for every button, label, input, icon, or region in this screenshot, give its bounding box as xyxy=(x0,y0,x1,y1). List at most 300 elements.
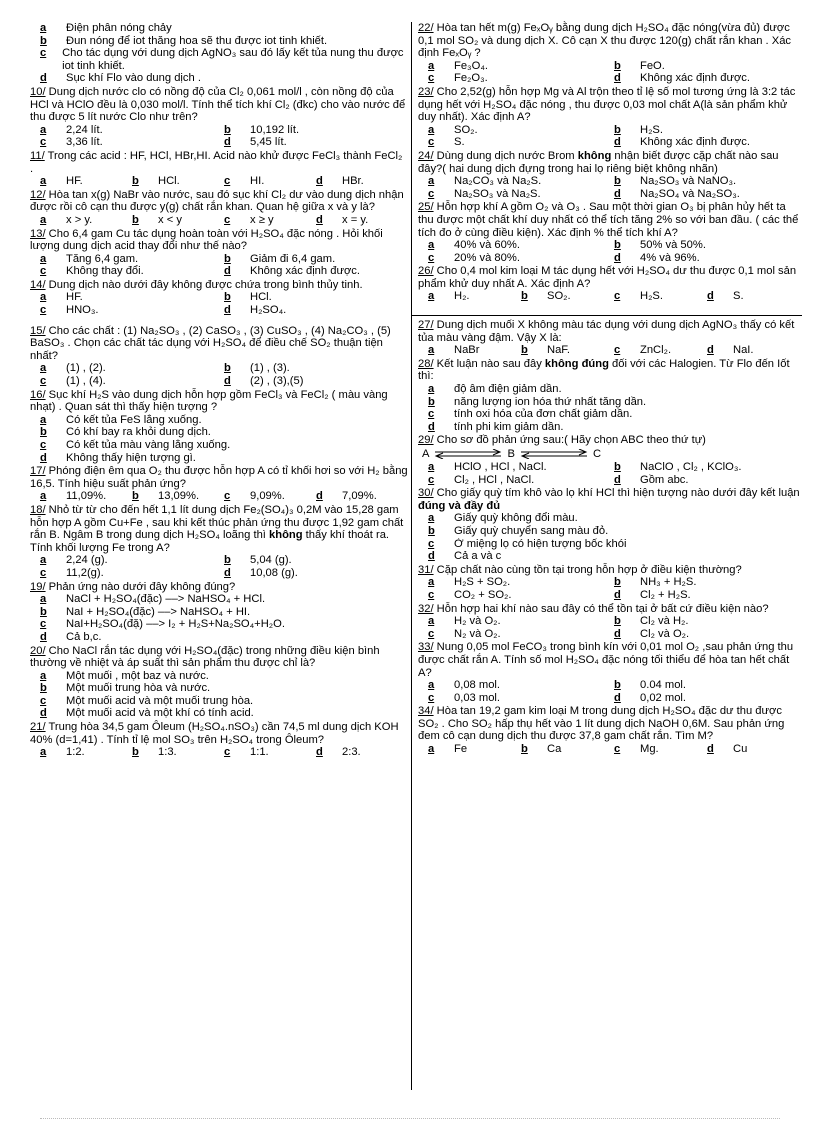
answer-option[interactable] xyxy=(40,136,224,149)
question-number: 13/ xyxy=(30,227,46,240)
answer-option[interactable] xyxy=(428,252,614,265)
option-letter: c xyxy=(614,743,621,756)
question-block xyxy=(418,358,800,434)
option-text: S. xyxy=(733,290,744,303)
option-letter: a xyxy=(40,746,47,759)
question-stem: Cho các chất : (1) Na₂SO₃ , (2) CaSO₃ , (3) CuSO₃ , (4) Na₂CO₃ , (5) BaSO₃ . Chọn các chất tác dụng với H₂SO₄ để điều chế SO₂ thuận tiện nhất? xyxy=(30,324,391,362)
equilibrium-arrow-icon xyxy=(519,449,589,459)
question-stem-tail: đối với các Halogien. Từ Flo đến Iốt thì: xyxy=(418,357,790,383)
question-text xyxy=(418,434,800,447)
question-block xyxy=(30,389,408,465)
option-text: Na₂SO₃ và NaNO₃. xyxy=(640,175,737,188)
answer-option[interactable] xyxy=(132,490,224,503)
answer-option[interactable] xyxy=(40,47,408,72)
answer-option[interactable] xyxy=(40,426,408,439)
answer-option[interactable] xyxy=(40,362,224,375)
answer-option[interactable] xyxy=(40,214,132,227)
option-letter: c xyxy=(428,187,435,200)
option-letter: b xyxy=(614,461,621,473)
answer-option[interactable] xyxy=(224,490,316,503)
question-number: 12/ xyxy=(30,188,46,201)
option-letter: a xyxy=(40,593,47,606)
question-block xyxy=(30,504,408,580)
option-text: HF. xyxy=(66,291,83,304)
answer-options xyxy=(30,554,408,579)
option-text: 0,03 mol. xyxy=(454,691,501,704)
answer-option[interactable] xyxy=(428,615,614,628)
question-block xyxy=(30,22,408,85)
answer-option[interactable] xyxy=(224,362,408,375)
answer-option[interactable] xyxy=(707,743,800,756)
question-stem: Hòa tan 19,2 gam kim loại M trong dung dịch H₂SO₄ đặc dư thu được SO₂ . Cho SO₂ hấp thụ hết vào 1 lít dung dịch NaOH 0,6M. Sau phản ứng đem cô cạn dung dịch thu được 37,8 gam chất rắn. Tìm M? xyxy=(418,705,785,743)
answer-option[interactable] xyxy=(224,124,408,137)
answer-option[interactable] xyxy=(40,22,408,35)
option-letter: a xyxy=(40,362,47,375)
option-letter: b xyxy=(224,554,231,567)
option-text: ZnCl₂. xyxy=(640,344,672,357)
question-stem-tail: nhận biết được cặp chất nào sau đây?( hai dung dịch đựng trong hai lọ riêng biệt không nhãn) xyxy=(418,149,779,175)
answer-option[interactable] xyxy=(224,175,316,188)
option-text: HCl. xyxy=(250,291,272,304)
question-stem: Nhỏ từ từ cho đến hết 1,1 lít dung dịch Fe₂(SO₄)₃ 0,2M vào 15,28 gam hỗn hợp A gồm Cu+Fe , sau khi kết thúc phản ứng thu được 1,92 gam chất rắn B. Ngâm B trong dung dịch H₂SO₄ loãng thì xyxy=(30,503,404,542)
option-text: x ≥ y xyxy=(250,213,274,226)
option-text: FeO. xyxy=(640,59,665,72)
option-letter: d xyxy=(707,743,714,756)
option-letter: a xyxy=(40,490,47,503)
option-text: năng lượng ion hóa thứ nhất tăng dần. xyxy=(454,395,647,408)
option-letter: b xyxy=(614,576,621,589)
option-letter: c xyxy=(224,746,231,759)
answer-options xyxy=(30,593,408,643)
option-text: x > y. xyxy=(66,213,93,226)
answer-option[interactable] xyxy=(224,291,408,304)
option-text: NaI. xyxy=(733,344,754,357)
option-letter: b xyxy=(40,605,47,618)
option-text: 9,09%. xyxy=(250,490,285,503)
question-stem: Hỗn hợp khí A gồm O₂ và O₃ . Sau một thời gian O₃ bị phân hủy hết ta thu được một chất khí duy nhất có thể tích tăng 2% so với ban đầu. ( các thể tích đo ở cùng điều kiện). Xác định % thể tích khí A? xyxy=(418,201,799,239)
option-letter: a xyxy=(428,123,435,136)
answer-option[interactable] xyxy=(224,136,408,149)
option-letter: c xyxy=(224,175,231,188)
question-number: 15/ xyxy=(30,324,46,337)
option-letter: b xyxy=(224,123,231,136)
answer-option[interactable] xyxy=(40,439,408,452)
option-letter: d xyxy=(614,187,621,200)
question-stem: Nung 0,05 mol FeCO₃ trong bình kín với 0,01 mol O₂ ,sau phản ứng thu được chất rắn A. Tính số mol H₂SO₄ đặc nóng tối thiểu để hòa tan hết chất A? xyxy=(418,641,794,679)
answer-option[interactable] xyxy=(614,124,800,137)
answer-option[interactable] xyxy=(428,692,614,705)
answer-option[interactable] xyxy=(428,474,614,487)
question-block xyxy=(418,705,800,755)
option-text: 4% và 96%. xyxy=(640,251,700,264)
question-number: 20/ xyxy=(30,644,46,657)
option-text: Fe₂O₃. xyxy=(454,72,488,85)
option-text: 2,24 (g). xyxy=(66,554,108,567)
question-block xyxy=(30,150,408,188)
answer-option[interactable] xyxy=(614,290,707,303)
answer-option[interactable] xyxy=(521,290,614,303)
answer-option[interactable] xyxy=(428,344,521,357)
option-text: Có khí bay ra khỏi dung dịch. xyxy=(66,426,211,439)
answer-option[interactable] xyxy=(224,304,408,317)
answer-option[interactable] xyxy=(521,743,614,756)
option-letter: b xyxy=(132,213,139,226)
answer-option[interactable] xyxy=(428,408,800,421)
answer-option[interactable] xyxy=(40,375,224,388)
answer-option[interactable] xyxy=(707,344,800,357)
answer-option[interactable] xyxy=(614,461,800,474)
option-text: NaClO , Cl₂ , KClO₃. xyxy=(640,461,742,473)
answer-option[interactable] xyxy=(40,554,224,567)
option-text: Cả a và c xyxy=(454,550,502,563)
question-stem: Sục khí H₂S vào dung dịch hỗn hợp gồm FeCl₃ và FeCl₂ ( màu vàng nhạt) . Quan sát thì thấy hiện tượng ? xyxy=(30,388,388,414)
question-block xyxy=(418,487,800,563)
option-letter: a xyxy=(40,554,47,567)
question-block xyxy=(418,434,800,486)
option-text: 1:1. xyxy=(250,746,269,759)
option-text: tính phi kim giảm dần. xyxy=(454,420,564,433)
option-letter: a xyxy=(428,59,435,72)
answer-option[interactable] xyxy=(428,628,614,641)
option-text: x < y xyxy=(158,213,182,226)
answer-option[interactable] xyxy=(614,576,800,589)
answer-option[interactable] xyxy=(224,375,408,388)
answer-option[interactable] xyxy=(614,239,800,252)
option-letter: c xyxy=(40,375,47,388)
answer-options xyxy=(30,124,408,149)
option-letter: b xyxy=(614,59,621,72)
option-text: 13,09%. xyxy=(158,490,200,503)
answer-options xyxy=(30,253,408,278)
option-letter: b xyxy=(428,395,435,408)
option-letter: c xyxy=(224,213,231,226)
answer-option[interactable] xyxy=(224,253,408,266)
answer-option[interactable] xyxy=(428,421,800,434)
option-text: Na₂CO₃ và Na₂S. xyxy=(454,175,542,188)
option-letter: d xyxy=(316,213,323,226)
emphasis-text: đúng và đầy đủ xyxy=(418,499,501,512)
question-block xyxy=(418,86,800,149)
option-text: (1) , (3). xyxy=(250,362,290,375)
answer-option[interactable] xyxy=(316,490,408,503)
answer-option[interactable] xyxy=(132,175,224,188)
diagram-node: A xyxy=(422,447,430,460)
answer-option[interactable] xyxy=(40,124,224,137)
answer-option[interactable] xyxy=(40,414,408,427)
answer-option[interactable] xyxy=(224,567,408,580)
answer-option[interactable] xyxy=(40,490,132,503)
answer-option[interactable] xyxy=(614,175,800,188)
answer-option[interactable] xyxy=(614,743,707,756)
question-stem: Cho giấy quỳ tím khô vào lọ khí HCl thì hiện tượng nào dưới đây kết luận xyxy=(433,487,800,500)
answer-option[interactable] xyxy=(707,290,800,303)
answer-options xyxy=(418,679,800,704)
question-stem: Cho 2,52(g) hỗn hợp Mg và Al trộn theo tỉ lệ số mol tương ứng là 3:2 tác dụng hết với H₂SO₄ đặc nóng , thu được 0,03 mol chất A(là sản phẩm khử duy nhất). Xác định A? xyxy=(418,85,796,124)
answer-option[interactable] xyxy=(428,512,800,525)
answer-option[interactable] xyxy=(614,136,800,149)
option-letter: c xyxy=(40,265,47,278)
answer-option[interactable] xyxy=(614,252,800,265)
option-text: HF. xyxy=(66,175,83,188)
answer-option[interactable] xyxy=(614,474,800,487)
question-number: 23/ xyxy=(418,85,434,98)
answer-option[interactable] xyxy=(224,746,316,759)
answer-option[interactable] xyxy=(40,291,224,304)
answer-option[interactable] xyxy=(40,682,408,695)
answer-option[interactable] xyxy=(614,589,800,602)
question-number: 32/ xyxy=(418,602,434,615)
answer-option[interactable] xyxy=(428,383,800,396)
question-block xyxy=(30,581,408,644)
option-text: Cả b,c. xyxy=(66,630,102,643)
option-text: CO₂ + SO₂. xyxy=(454,588,512,601)
option-letter: a xyxy=(428,461,435,473)
option-text: 10,192 lít. xyxy=(250,123,300,136)
question-text xyxy=(30,645,408,670)
answer-option[interactable] xyxy=(428,290,521,303)
question-block xyxy=(30,189,408,227)
question-block xyxy=(418,265,800,303)
option-text: NaF. xyxy=(547,344,571,357)
option-letter: c xyxy=(40,618,47,631)
option-letter: d xyxy=(614,627,621,640)
option-letter: b xyxy=(132,746,139,759)
answer-option[interactable] xyxy=(224,265,408,278)
answer-option[interactable] xyxy=(428,589,614,602)
option-text: Sục khí Flo vào dung dịch . xyxy=(66,72,201,85)
question-number: 22/ xyxy=(418,22,434,34)
option-text: 11,09%. xyxy=(66,490,107,503)
option-text: Mg. xyxy=(640,743,659,756)
option-text: 1:2. xyxy=(66,746,85,759)
question-number: 21/ xyxy=(30,721,46,734)
option-letter: c xyxy=(428,251,435,264)
option-text: 2:3. xyxy=(342,746,361,759)
option-text: Không thay đổi. xyxy=(66,265,144,278)
question-block xyxy=(30,465,408,503)
answer-option[interactable] xyxy=(428,136,614,149)
option-text: 40% và 60%. xyxy=(454,239,520,252)
answer-option[interactable] xyxy=(316,175,408,188)
right-column xyxy=(418,22,800,757)
option-letter: a xyxy=(428,383,435,396)
answer-option[interactable] xyxy=(428,538,800,551)
option-text: HNO₃. xyxy=(66,304,99,317)
question-number: 19/ xyxy=(30,580,46,593)
option-letter: d xyxy=(224,566,231,579)
answer-option[interactable] xyxy=(40,304,224,317)
option-text: 50% và 50%. xyxy=(640,239,706,252)
question-stem: Dùng dung dịch nước Brom xyxy=(433,149,578,162)
answer-option[interactable] xyxy=(428,124,614,137)
option-text: Cu xyxy=(733,743,748,756)
answer-option[interactable] xyxy=(40,72,408,85)
option-text: Gồm abc. xyxy=(640,473,689,486)
question-text xyxy=(30,581,408,594)
answer-option[interactable] xyxy=(40,746,132,759)
option-letter: a xyxy=(428,615,435,628)
question-number: 30/ xyxy=(418,487,434,500)
answer-option[interactable] xyxy=(428,525,800,538)
answer-option[interactable] xyxy=(428,679,614,692)
answer-option[interactable] xyxy=(614,692,800,705)
option-letter: c xyxy=(428,691,435,704)
answer-option[interactable] xyxy=(40,175,132,188)
option-letter: a xyxy=(40,123,47,136)
option-letter: b xyxy=(614,123,621,136)
option-letter: d xyxy=(224,265,231,278)
question-text xyxy=(30,389,408,414)
answer-option[interactable] xyxy=(428,576,614,589)
option-text: tính oxi hóa của đơn chất giảm dần. xyxy=(454,408,633,421)
answer-option[interactable] xyxy=(428,550,800,563)
answer-option[interactable] xyxy=(316,746,408,759)
answer-option[interactable] xyxy=(40,253,224,266)
answer-option[interactable] xyxy=(132,746,224,759)
answer-option[interactable] xyxy=(521,344,614,357)
answer-option[interactable] xyxy=(40,618,408,631)
answer-option[interactable] xyxy=(316,214,408,227)
option-text: Cl₂ , HCl , NaCl. xyxy=(454,473,535,486)
answer-option[interactable] xyxy=(428,72,614,85)
reaction-diagram xyxy=(418,447,800,461)
option-text: HCl. xyxy=(158,175,180,188)
question-stem: Cặp chất nào cùng tồn tại trong hỗn hợp ở điều kiện thường? xyxy=(433,563,742,576)
emphasis-text: không xyxy=(269,529,303,542)
option-text: Điện phân nóng chảy xyxy=(66,22,172,34)
answer-option[interactable] xyxy=(614,60,800,73)
question-stem: Trong các acid : HF, HCl, HBr,HI. Acid nào khử được FeCl₃ thành FeCl₂ . xyxy=(30,149,403,175)
answer-option[interactable] xyxy=(40,670,408,683)
question-number: 18/ xyxy=(30,503,46,516)
option-letter: a xyxy=(428,679,435,692)
option-letter: a xyxy=(428,290,435,303)
option-text: 5,04 (g). xyxy=(250,554,292,567)
option-text: Giảm đi 6,4 gam. xyxy=(250,252,336,265)
answer-option[interactable] xyxy=(40,707,408,720)
answer-option[interactable] xyxy=(40,606,408,619)
option-letter: b xyxy=(521,743,528,756)
option-text: HClO , HCl , NaCl. xyxy=(454,461,547,473)
answer-options xyxy=(418,239,800,264)
answer-option[interactable] xyxy=(40,265,224,278)
answer-option[interactable] xyxy=(40,593,408,606)
option-letter: d xyxy=(707,290,714,303)
option-letter: c xyxy=(224,490,231,503)
question-text xyxy=(418,705,800,743)
option-letter: b xyxy=(224,252,231,265)
answer-option[interactable] xyxy=(428,188,614,201)
option-letter: c xyxy=(40,694,47,707)
option-text: HI. xyxy=(250,175,265,188)
option-text: 0,02 mol. xyxy=(640,691,687,704)
spacer xyxy=(30,318,408,325)
option-letter: d xyxy=(40,451,47,464)
option-letter: d xyxy=(614,691,621,704)
option-letter: b xyxy=(428,524,435,537)
answer-option[interactable] xyxy=(614,679,800,692)
answer-option[interactable] xyxy=(428,461,614,474)
answer-options xyxy=(418,615,800,640)
question-text xyxy=(418,22,800,60)
answer-options xyxy=(418,175,800,200)
answer-option[interactable] xyxy=(614,344,707,357)
question-number: 34/ xyxy=(418,705,434,718)
answer-option[interactable] xyxy=(40,631,408,644)
option-text: độ âm điện giảm dần. xyxy=(454,383,562,396)
option-letter: c xyxy=(428,588,435,601)
option-letter: a xyxy=(40,175,47,188)
option-text: Một muối , một baz và nước. xyxy=(66,669,209,682)
option-letter: d xyxy=(614,72,621,85)
question-text xyxy=(30,279,408,292)
answer-option[interactable] xyxy=(428,175,614,188)
answer-option[interactable] xyxy=(40,567,224,580)
question-stem: Cho 6,4 gam Cu tác dụng hoàn toàn với H₂SO₄ đặc nóng . Hỏi khối lượng dung dịch acid thay đổi như thế nào? xyxy=(30,227,383,253)
answer-options xyxy=(418,743,800,756)
option-text: Đun nóng để iot thăng hoa sẽ thu được iot tinh khiết. xyxy=(66,34,328,47)
question-text xyxy=(418,603,800,616)
answer-option[interactable] xyxy=(614,72,800,85)
answer-options xyxy=(30,670,408,720)
question-stem: Cho sơ đồ phản ứng sau:( Hãy chọn ABC theo thứ tự) xyxy=(433,434,706,447)
option-letter: a xyxy=(428,344,435,357)
answer-option[interactable] xyxy=(224,554,408,567)
option-text: Tăng 6,4 gam. xyxy=(66,252,139,265)
option-letter: d xyxy=(614,473,621,486)
answer-options xyxy=(418,124,800,149)
option-text: Không xác định được. xyxy=(250,265,360,278)
question-block xyxy=(30,279,408,317)
answer-option[interactable] xyxy=(428,239,614,252)
question-text xyxy=(418,487,800,512)
question-text xyxy=(30,465,408,490)
question-number: 14/ xyxy=(30,278,46,291)
answer-option[interactable] xyxy=(428,396,800,409)
option-letter: b xyxy=(224,291,231,304)
answer-option[interactable] xyxy=(614,615,800,628)
answer-options xyxy=(418,461,800,486)
answer-option[interactable] xyxy=(428,743,521,756)
answer-options xyxy=(30,414,408,464)
option-letter: c xyxy=(40,439,47,451)
answer-options xyxy=(418,290,800,303)
answer-option[interactable] xyxy=(40,35,408,48)
question-number: 33/ xyxy=(418,641,434,654)
option-text: 1:3. xyxy=(158,746,177,759)
option-letter: d xyxy=(614,136,621,149)
option-letter: d xyxy=(316,746,323,759)
option-text: NaI + H₂SO₄(đặc) ––> NaHSO₄ + HI. xyxy=(66,605,251,618)
answer-option[interactable] xyxy=(614,628,800,641)
question-number: 27/ xyxy=(418,319,434,332)
option-letter: b xyxy=(132,175,139,188)
answer-option[interactable] xyxy=(40,452,408,465)
answer-option[interactable] xyxy=(224,214,316,227)
option-letter: c xyxy=(428,408,435,421)
answer-option[interactable] xyxy=(614,188,800,201)
answer-option[interactable] xyxy=(40,695,408,708)
option-letter: b xyxy=(132,490,139,503)
option-letter: c xyxy=(428,72,435,85)
answer-option[interactable] xyxy=(428,60,614,73)
option-text: Giấy quỳ không đổi màu. xyxy=(454,512,578,525)
option-letter: d xyxy=(614,588,621,601)
question-text xyxy=(418,265,800,290)
option-text: H₂S + SO₂. xyxy=(454,576,511,589)
question-stem: Trung hòa 34,5 gam Ôleum (H₂SO₄.nSO₃) cần 74,5 ml dung dịch KOH 40% (d=1,41) . Tính tỉ lệ mol SO₃ trên H₂SO₄ trong Ôleum? xyxy=(30,721,399,746)
answer-option[interactable] xyxy=(132,214,224,227)
